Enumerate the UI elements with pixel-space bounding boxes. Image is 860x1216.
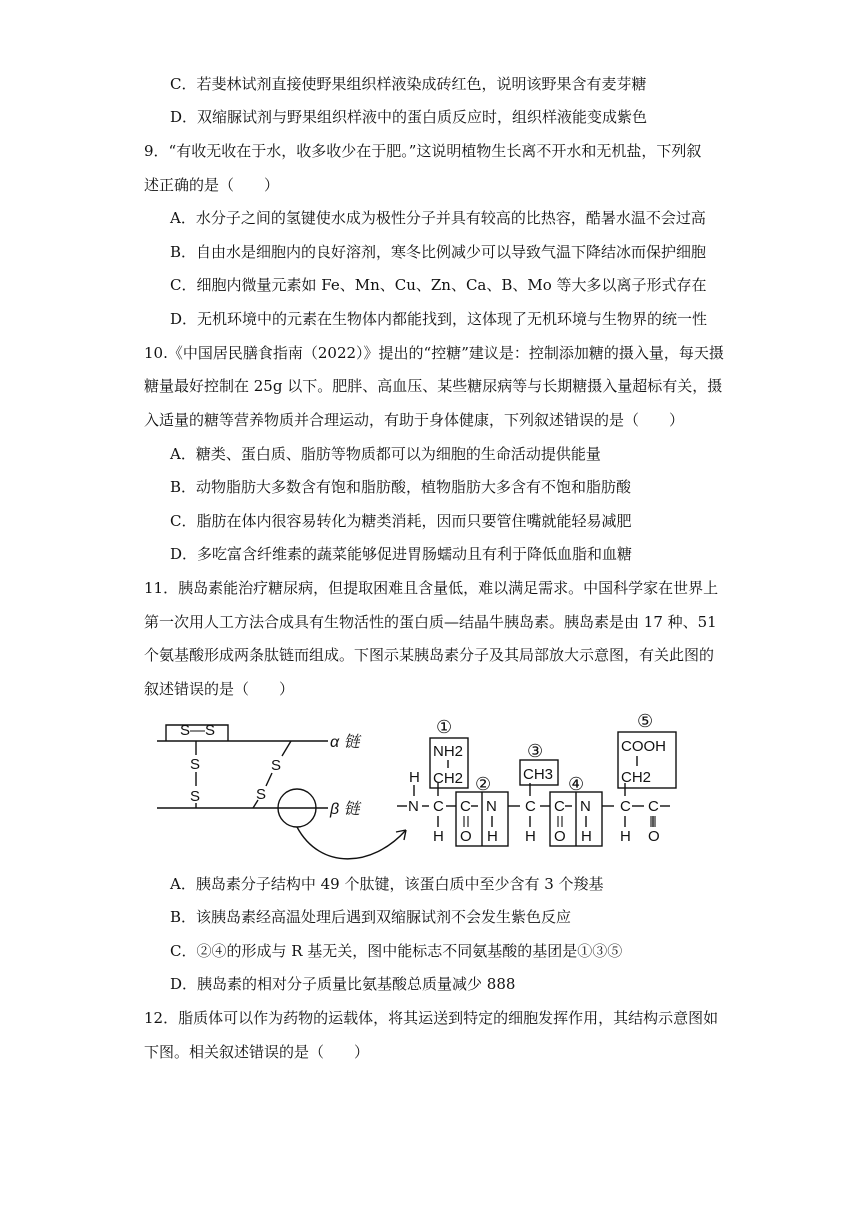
- fig-h-4: H: [581, 828, 592, 845]
- fig-nh2: NH2: [433, 743, 464, 760]
- q12-stem-line2: 下图。相关叙述错误的是（ ）: [144, 1043, 370, 1061]
- fig-sulfur-1: S: [190, 756, 201, 773]
- fig-n-2: N: [486, 798, 497, 815]
- q10-stem-line3: 入适量的糖等营养物质并合理运动，有助于身体健康，下列叙述错误的是（ ）: [144, 411, 685, 429]
- q10-option-a: A．糖类、蛋白质、脂肪等物质都可以为细胞的生命活动提供能量: [170, 445, 601, 463]
- q9-option-b: B．自由水是细胞内的良好溶剂，寒冬比例减少可以导致气温下降结冰而保护细胞: [170, 243, 707, 261]
- q8-option-c: C．若斐林试剂直接使野果组织样液染成砖红色，说明该野果含有麦芽糖: [170, 75, 647, 93]
- q11-option-c: C．②④的形成与 R 基无关，图中能标志不同氨基酸的基团是①③⑤: [170, 942, 623, 960]
- fig-c-3: C: [525, 798, 536, 815]
- q11-option-b: B．该胰岛素经高温处理后遇到双缩脲试剂不会发生紫色反应: [170, 908, 572, 926]
- q9-option-a: A．水分子之间的氢键使水成为极性分子并具有较高的比热容，酷暑水温不会过高: [170, 209, 706, 227]
- q11-stem-line2: 第一次用人工方法合成具有生物活性的蛋白质—结晶牛胰岛素。胰岛素是由 17 种、51: [144, 613, 717, 631]
- fig-marker-3: ③: [527, 741, 544, 761]
- fig-marker-2: ②: [475, 774, 492, 794]
- fig-disulfide-label: S—S: [180, 722, 216, 739]
- q11-option-d: D．胰岛素的相对分子质量比氨基酸总质量减少 888: [170, 975, 516, 993]
- q9-option-d: D．无机环境中的元素在生物体内都能找到，这体现了无机环境与生物界的统一性: [170, 310, 708, 328]
- fig-n-1: N: [408, 798, 419, 815]
- fig-ch2-2: CH2: [621, 769, 652, 786]
- fig-o-1: O: [460, 828, 472, 845]
- fig-c-4: C: [554, 798, 565, 815]
- fig-sulfur-2: S: [190, 788, 201, 805]
- q10-option-d: D．多吃富含纤维素的蔬菜能够促进胃肠蠕动且有利于降低血脂和血糖: [170, 545, 633, 563]
- fig-sulfur-4: S: [256, 786, 267, 803]
- fig-beta-chain-label: β 链: [330, 801, 360, 818]
- fig-sulfur-3: S: [271, 757, 282, 774]
- fig-h-2: H: [487, 828, 498, 845]
- fig-c-1: C: [433, 798, 444, 815]
- q10-option-b: B．动物脂肪大多数含有饱和脂肪酸，植物脂肪大多含有不饱和脂肪酸: [170, 478, 632, 496]
- fig-marker-1: ①: [436, 717, 453, 737]
- q11-option-a: A．胰岛素分子结构中 49 个肽键，该蛋白质中至少含有 3 个羧基: [170, 875, 604, 893]
- q12-stem-line1: 12．脂质体可以作为药物的运载体，将其运送到特定的细胞发挥作用，其结构示意图如: [144, 1009, 719, 1027]
- fig-marker-4: ④: [568, 774, 585, 794]
- fig-cooh: COOH: [621, 738, 666, 755]
- fig-h-5: H: [620, 828, 631, 845]
- q10-option-c: C．脂肪在体内很容易转化为糖类消耗，因而只要管住嘴就能轻易减肥: [170, 512, 632, 530]
- q10-stem-line2: 糖量最好控制在 25g 以下。肥胖、高血压、某些糖尿病等与长期糖摄入量超标有关，摄: [144, 377, 723, 395]
- q11-stem-line1: 11．胰岛素能治疗糖尿病，但提取困难且含量低，难以满足需求。中国科学家在世界上: [144, 579, 719, 597]
- fig-c-2: C: [460, 798, 471, 815]
- q9-stem-line1: 9．“有收无收在于水，收多收少在于肥。”这说明植物生长离不开水和无机盐，下列叙: [144, 142, 702, 160]
- fig-h-1: H: [433, 828, 444, 845]
- fig-h-top-n: H: [409, 769, 420, 786]
- fig-o-2: O: [554, 828, 566, 845]
- q9-stem-line2: 述正确的是（ ）: [144, 176, 280, 194]
- q10-stem-line1: 10.《中国居民膳食指南（2022）》提出的“控糖”建议是：控制添加糖的摄入量，每天摄: [144, 344, 724, 362]
- q11-stem-line4: 叙述错误的是（ ）: [144, 680, 295, 698]
- fig-ch2-1: CH2: [433, 770, 464, 787]
- fig-o-3: O: [648, 828, 660, 845]
- fig-n-3: N: [580, 798, 591, 815]
- q8-option-d: D．双缩脲试剂与野果组织样液中的蛋白质反应时，组织样液能变成紫色: [170, 108, 648, 126]
- q9-option-c: C．细胞内微量元素如 Fe、Mn、Cu、Zn、Ca、B、Mo 等大多以离子形式存在: [170, 276, 707, 294]
- q11-stem-line3: 个氨基酸形成两条肽链而组成。下图示某胰岛素分子及其局部放大示意图，有关此图的: [144, 646, 715, 664]
- fig-alpha-chain-label: α 链: [330, 734, 360, 751]
- fig-h-3: H: [525, 828, 536, 845]
- fig-c-6: C: [648, 798, 659, 815]
- fig-marker-5: ⑤: [637, 711, 654, 731]
- fig-ch3: CH3: [523, 766, 554, 783]
- fig-c-5: C: [620, 798, 631, 815]
